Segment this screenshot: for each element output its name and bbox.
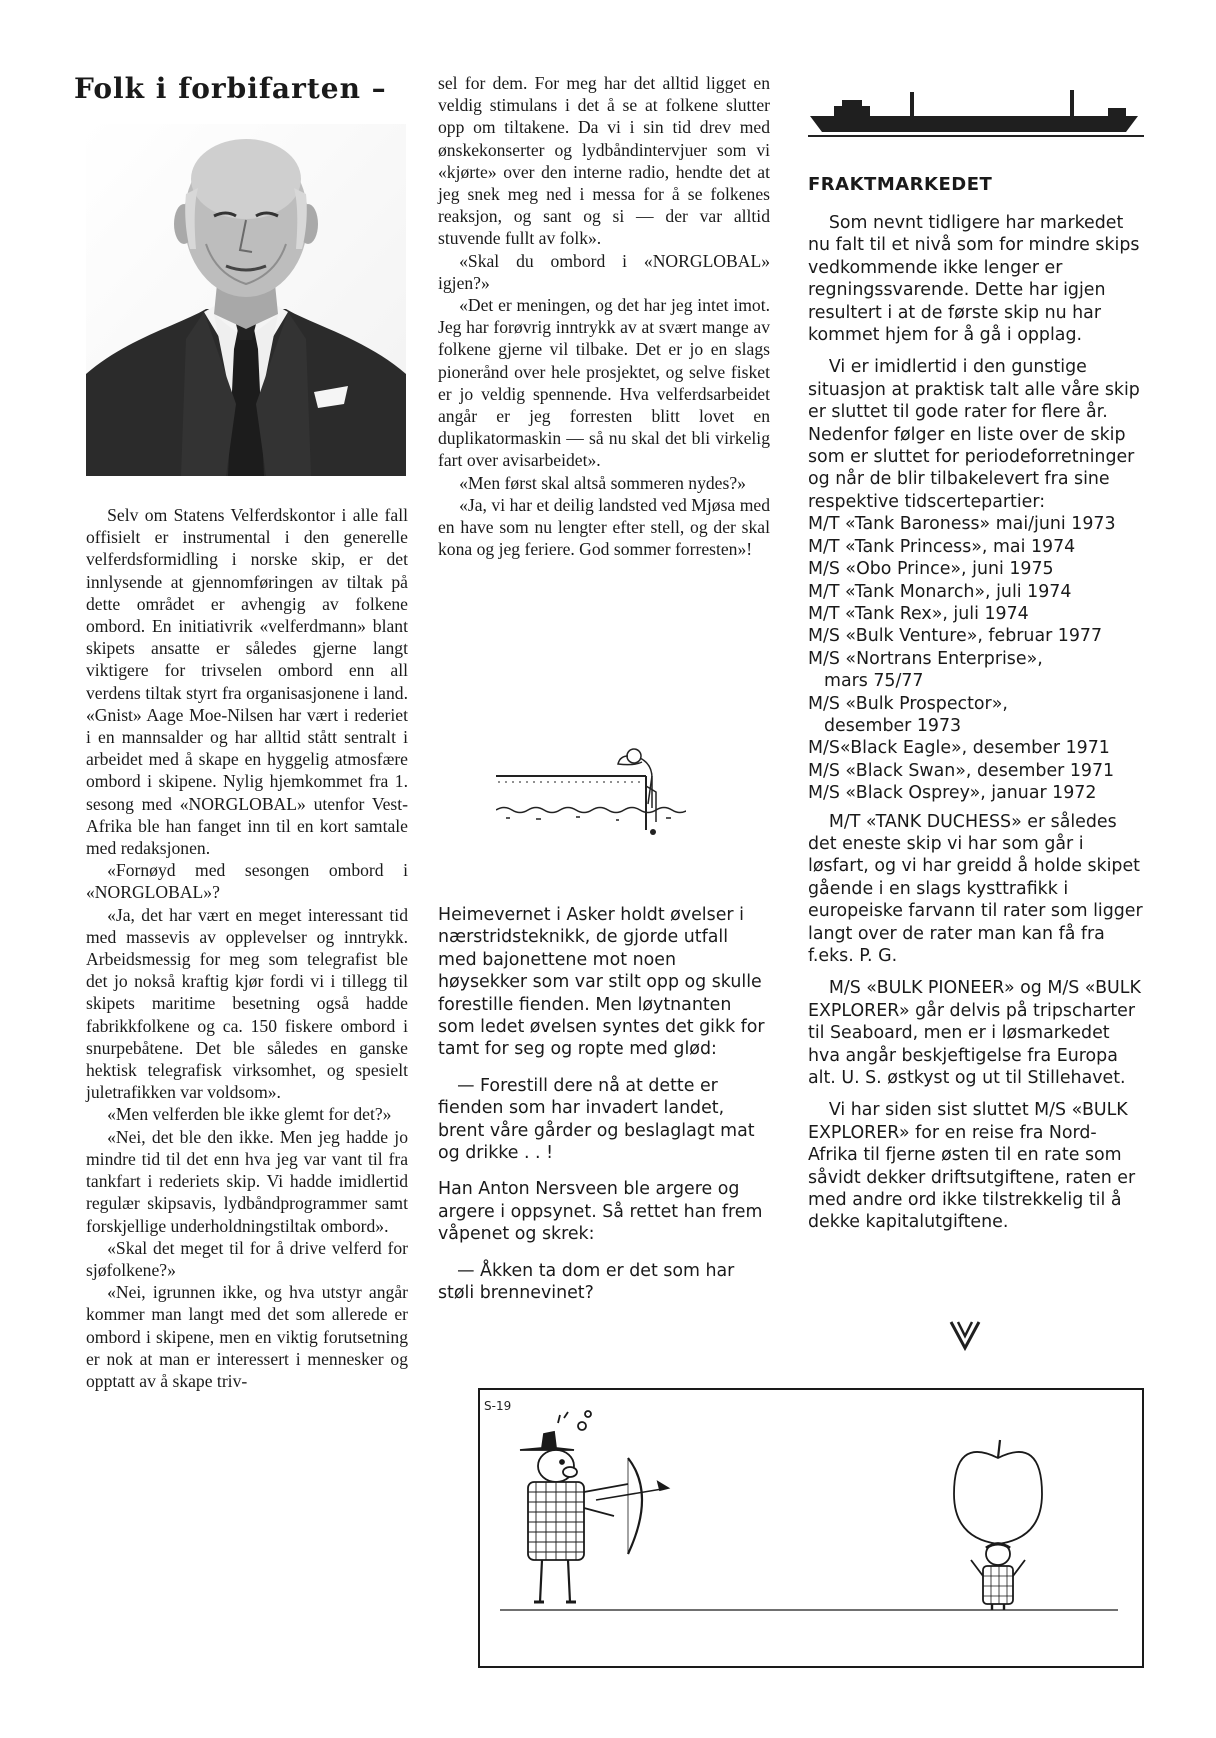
fraktmarkedet-paragraph: M/S «BULK PIONEER» og M/S «BULK EXPLORER» går delvis på tripscharter til Seaboard, men er i løsmarkedet hva angår beskjeftigelse fra Europa alt. U. S. østkyst og ut til Stillehavet. — [808, 978, 1141, 1089]
ship-list-item — [808, 737, 1144, 759]
ship-list-item — [808, 782, 1144, 804]
fraktmarkedet-section — [808, 212, 1144, 1234]
ship-list-line: M/T «Tank Monarch», juli 1974 — [808, 581, 1072, 602]
ship-list-line: M/T «Tank Baroness» mai/juni 1973 — [808, 514, 1116, 535]
ship-icon — [808, 88, 1144, 144]
ship-list-line: M/S«Black Eagle», desember 1971 — [808, 738, 1110, 759]
article-column-1 — [86, 504, 408, 1392]
ship-list-continuation: mars 75/77 — [824, 671, 924, 692]
pier-sketch-illustration — [496, 740, 686, 846]
fraktmarkedet-paragraph: Som nevnt tidligere har markedet nu falt til et nivå som for mindre skips vedkommende ikke lenger er regningssvarende. Dette har igjen resultert i at de første skip nu har kommet hjem for å gå i opplag. — [808, 213, 1140, 346]
article-paragraph: «Ja, det har vært en meget interessant tid med massevis av opplevelser og inntrykk. Arbeidsmessig for meg som telegrafist ble det jo nokså kraftig kjør fordi vi i tillegg til skipets maritime besetning også hadde fabrikkfolkene og ca. 150 fiskere ombord i snurpebåtene. Det ble således en ganske hektisk telegrafisk virksomhet, og spesielt juletrafikken var voldsom». — [86, 904, 408, 1103]
article-paragraph: «Fornøyd med sesongen ombord i «NORGLOBAL»? — [86, 860, 408, 903]
article-paragraph: «Men først skal altså sommeren nydes?» — [459, 472, 746, 493]
portrait-photo — [86, 124, 406, 476]
v-logo-icon — [948, 1318, 982, 1352]
archer-cartoon-drawing — [478, 1388, 1144, 1668]
ship-list-line: M/T «Tank Princess», mai 1974 — [808, 536, 1076, 557]
article-paragraph: sel for dem. For meg har det alltid ligget en veldig stimulans i det å se at folkene slutter opp om tiltakene. Da vi i sin tid drev med ønskekonserter og lydbåndintervjuer som vi «kjørte» over den interne radio, hendte det at jeg snek meg ned i messa for å se folkenes reaksjon, og sant og si — der var alltid stuvende fullt av folk». — [438, 73, 770, 249]
article-paragraph: «Skal du ombord i «NORGLOBAL» igjen?» — [438, 250, 770, 293]
article-paragraph: «Nei, igrunnen ikke, og hva utstyr angår kommer man langt med det som allerede er ombord i skipene, men en viktig forutsetning er nok at man er interessert i mennesker og opptatt av å skape triv- — [86, 1282, 408, 1391]
article-paragraph: «Skal det meget til for å drive velferd for sjøfolkene?» — [86, 1237, 408, 1280]
anecdote-paragraph: Heimevernet i Asker holdt øvelser i nærstridsteknikk, de gjorde utfall med bajonettene mot noen høysekker som var stilt opp og skulle forestille fienden. Men løytnanten som ledet øvelsen syntes det gikk for tamt for seg og ropte med glød: — [438, 905, 765, 1060]
article-paragraph: Selv om Statens Velferdskontor i alle fall offisielt er instrumental i den generelle velferdsformidling i norske skip, er det innlysende at gjennomføringen av tiltak på dette området er avhengig av folkene ombord. En initiativrik «velferdmann» blant skipets ansatte er således gjerne langt viktigere for trivselen ombord enn all verdens tiltak styrt fra organisasjonene i land. «Gnist» Aage Moe-Nilsen har vært i rederiet i en mannsalder og har alltid stått sentralt i arbeidet med å skape en hyggelig atmosfære ombord i skipene. Nylig hjemkommet fra 1. sesong med «NORGLOBAL» utenfor Vest-Afrika ble han fanget inn til en kort samtale med redaksjonen. — [86, 505, 408, 859]
article-paragraph: «Nei, det ble den ikke. Men jeg hadde jo mindre tid til det enn hva jeg var vant til fra tankfart i rederiets skip. Vi hadde imidlertid regulær skipsavis, lydbåndprogrammer samt forskjellige underholdningstiltak ombord». — [86, 1126, 408, 1236]
fraktmarkedet-heading: FRAKTMARKEDET — [808, 174, 993, 195]
ship-list-line: M/T «Tank Rex», juli 1974 — [808, 603, 1029, 624]
ship-list-item — [808, 581, 1144, 603]
ship-list-line: M/S «Bulk Venture», februar 1977 — [808, 626, 1103, 647]
ship-list-item — [808, 603, 1144, 625]
ship-list-continuation: desember 1973 — [824, 715, 962, 736]
fraktmarkedet-paragraph: M/T «TANK DUCHESS» er således det eneste skip vi har som går i løsfart, og vi har greidd å holde skipet gående i en slags kysttrafikk i europeiske farvann til rater som ligger langt over de rater man kan få fra f.eks. P. G. — [808, 811, 1143, 966]
ship-charter-list — [808, 513, 1144, 804]
ship-list-line: M/S «Black Osprey», januar 1972 — [808, 783, 1097, 804]
article-paragraph: «Det er meningen, og det har jeg intet imot. Jeg har forøvrig inntrykk av at svært mange av folkene gjerne vil tilbake. Det er jo en slags pionerånd over hele prosjektet, og selve fisket er jo veldig spennende. Hva velferdsarbeidet angår er jeg forresten blitt lovet en duplikatormaskin — så nu skal det bli virkelig fart over avisarbeidet». — [438, 295, 770, 471]
cartoon-signature: S-19 — [484, 1399, 512, 1413]
ship-list-line: M/S «Black Swan», desember 1971 — [808, 760, 1115, 781]
ship-list-line: M/S «Nortrans Enterprise», — [808, 648, 1043, 669]
article-column-2 — [438, 72, 770, 560]
ship-list-item — [808, 760, 1144, 782]
ship-list-item — [808, 625, 1144, 647]
ship-list-line: M/S «Bulk Prospector», — [808, 693, 1008, 714]
article-paragraph: «Ja, vi har et deilig landsted ved Mjøsa med en have som nu lengter efter stell, og der skal kona og jeg feriere. God sommer forresten»! — [438, 494, 770, 560]
anecdote-paragraph: Han Anton Nersveen ble argere og argere i oppsynet. Så rettet han frem våpenet og skrek: — [438, 1179, 763, 1245]
anecdote-section — [438, 904, 770, 1305]
fraktmarkedet-paragraph: Vi har siden sist sluttet M/S «BULK EXPLORER» for en reise fra Nord-Afrika til fjerne østen til en rate som såvidt dekker driftsutgiftene, raten er med andre ord ikke tilstrekkelig til å dekke kapitalutgiftene. — [808, 1100, 1136, 1233]
anecdote-paragraph: — Åkken ta dom er det som har støli brennevinet? — [438, 1260, 735, 1304]
ship-list-line: M/S «Obo Prince», juni 1975 — [808, 559, 1054, 580]
ship-list-item — [808, 536, 1144, 558]
ship-list-item — [808, 558, 1144, 580]
fraktmarkedet-paragraph: Vi er imidlertid i den gunstige situasjon at praktisk talt alle våre skip er sluttet til gode rater for flere år. Nedenfor følger en liste over de skip som er sluttet for periodeforretninger og når de blir tilbakelevert fra sine respektive tidscertepartier: — [808, 357, 1140, 512]
article-title: Folk i forbifarten – — [74, 72, 387, 105]
ship-list-item — [808, 648, 1144, 693]
archer-cartoon — [478, 1388, 1144, 1668]
ship-list-item — [808, 693, 1144, 738]
article-paragraph: «Men velferden ble ikke glemt for det?» — [107, 1104, 392, 1125]
anecdote-paragraph: — Forestill dere nå at dette er fienden som har invadert landet, brent våre gårder og beslaglagt mat og drikke . . ! — [438, 1075, 755, 1164]
ship-list-item — [808, 513, 1144, 535]
